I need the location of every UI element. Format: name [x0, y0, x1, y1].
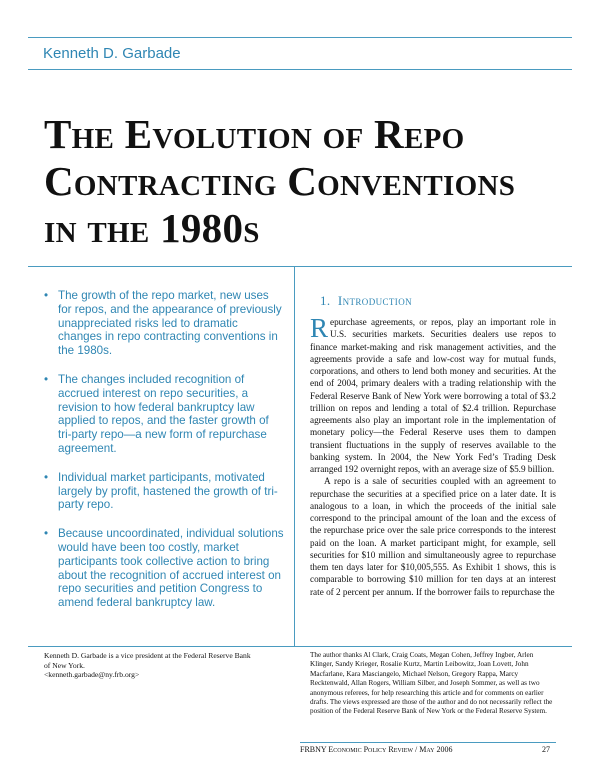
summary-bullet: • The changes included recognition of accrued interest on repo securities, a revision to how federal bankruptcy law applied to repos, and the faster growth of tri-party repo—a new form of repurchase agreement. — [44, 372, 269, 455]
bullet-icon: • — [44, 372, 49, 386]
article-body — [310, 313, 556, 598]
section-title: Introduction — [337, 293, 412, 308]
author-note: Kenneth D. Garbade is a vice president at the Federal Reserve Bank of New York. <kenneth.garbade@ny.frb.org> — [44, 651, 251, 680]
title-line-1: The Evolution of Repo — [44, 111, 465, 157]
page-number: 27 — [542, 745, 550, 754]
bullet-icon: • — [44, 470, 49, 484]
summary-bullets — [44, 289, 284, 625]
journal-name: FRBNY Economic Policy Review / May 2006 — [300, 745, 453, 754]
summary-bullet: • Individual market participants, motivated largely by profit, hastened the growth of tri-party repo. — [44, 470, 278, 512]
section-number: 1. — [320, 293, 331, 308]
paragraph: Repurchase agreements, or repos, play an important role in U.S. securities markets. Securities dealers use repos to finance market-making and risk management activities, and the agreements provide a safe and low-cost way for mutual funds, corporations, and others to lend both money and securities. At the end of 2004, primary dealers with a trading relationship with the Federal Reserve Bank of New York were borrowing a total of $3.2 trillion on repos and lending a total of $2.4 trillion. Repurchase agreements also play an important role in the implementation of monetary policy—the Federal Reserve uses them to dampen transient fluctuations in the supply of reserves available to the banking system. In 2004, the New York Fed’s Trading Desk arranged 192 overnight repos, with an average size of $5.9 billion. — [310, 313, 556, 474]
summary-bullet: • The growth of the repo market, new uses for repos, and the appearance of previously unappreciated risks led to dramatic changes in repo contracting conventions in the 1980s. — [44, 289, 282, 358]
title-line-3: in the 1980s — [44, 205, 260, 251]
title-line-2: Contracting Conventions — [44, 158, 516, 204]
author-rule — [28, 69, 572, 70]
author-name: Kenneth D. Garbade — [43, 45, 181, 62]
bullet-icon: • — [44, 289, 49, 302]
footnote-rule — [28, 646, 572, 647]
drop-cap: R — [310, 313, 329, 343]
acknowledgments: The author thanks Al Clark, Craig Coats, Megan Cohen, Jeffrey Ingber, Arlen Klinger, Sandy Krieger, Rosalie Kurtz, Martin Leibowitz, Joan Lovett, John Macfarlane, Kara Masciangelo, Michael Nelson, Gregory Rappa, Marcy Recktenwald, Allan Rogers, William Silber, and Joseph Sommer, as well as two anonymous referees, for help researching this article and for comments on earlier drafts. The views expressed are those of the author and do not necessarily reflect the position of the Federal Reserve Bank of New York or the Federal Reserve System. — [310, 651, 553, 716]
section-heading — [320, 293, 412, 309]
author-email: <kenneth.garbade@ny.frb.org> — [44, 670, 140, 680]
article-title — [44, 111, 564, 252]
column-divider — [294, 266, 295, 646]
section-rule — [28, 266, 572, 267]
paragraph: A repo is a sale of securities coupled with an agreement to repurchase the securities at a specified price on a later date. It is analogous to a loan, in which the proceeds of the initial sale correspond to the principal amount of the loan and the excess of the repurchase price over the sale price corresponds to the interest paid on the loan. A market participant might, for example, sell securities for $10 million and simultaneously agree to repurchase them ten days later for $10,005,555. As Exhibit 1 shows, this is comparable to borrowing $10 million for ten days at an interest rate of 2 percent per annum. If the borrower fails to repurchase the — [310, 476, 556, 597]
summary-bullet: • Because uncoordinated, individual solutions would have been too costly, market participants took collective action to bring about the recognition of accrued interest on repo securities and petition Congress to amend federal bankruptcy law. — [44, 527, 284, 610]
bullet-icon: • — [44, 527, 49, 541]
top-rule — [28, 37, 572, 38]
